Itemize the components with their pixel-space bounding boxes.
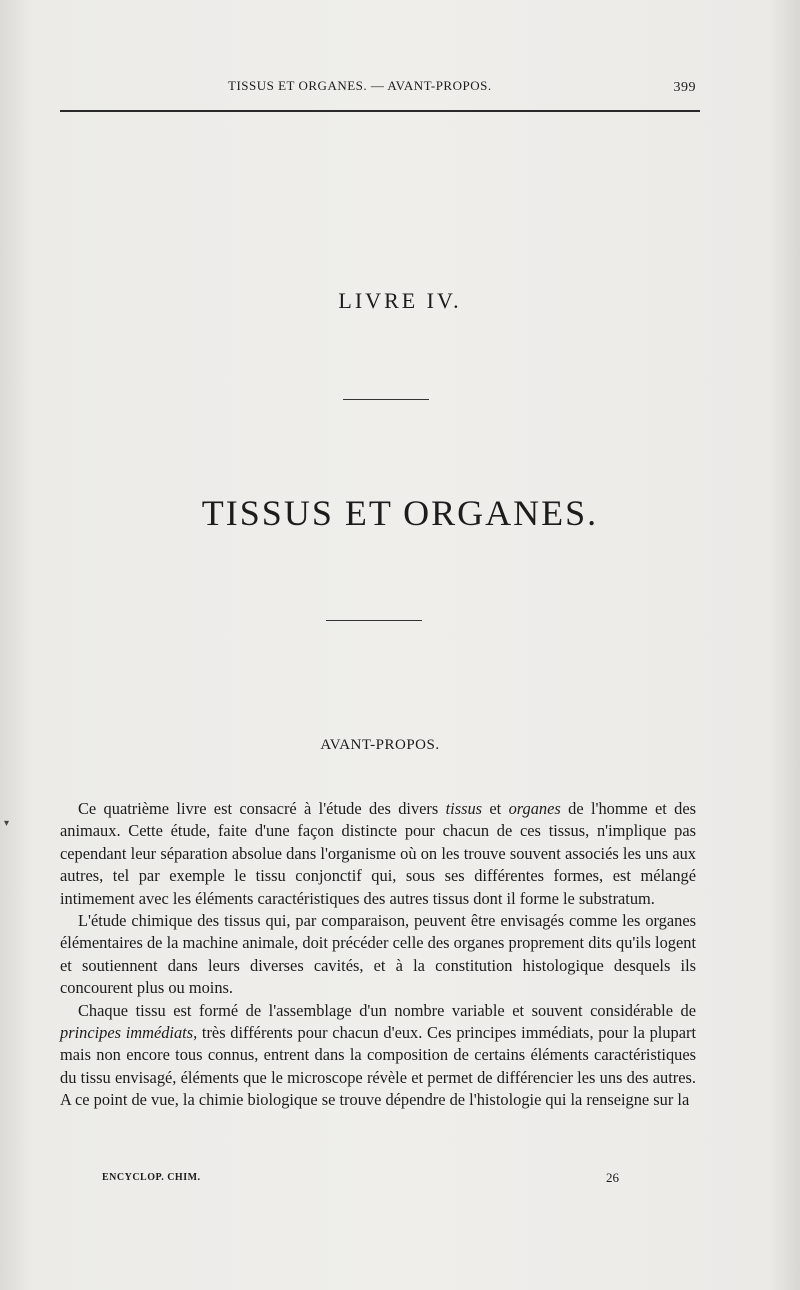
paragraph <box>60 1000 696 1112</box>
section-title: AVANT-PROPOS. <box>320 737 440 753</box>
page-number: 399 <box>673 80 696 95</box>
book-heading: LIVRE IV. <box>338 288 462 313</box>
divider-rule <box>326 620 422 621</box>
paragraph <box>60 798 696 910</box>
text-run: très différents pour chacun d'eux. Ces principes immédiats, pour la plupart mais non encore tous connus, entrent dans la composition de certains éléments caractéristiques du tissu envisagé, éléments que le microscope révèle et permet de différencier les uns des autres. A ce point de vue, la chimie biologique se trouve dépendre de l'histologie qui la renseigne sur la <box>60 1023 696 1110</box>
text-run: de l'homme et des animaux. Cette étude, faite d'une façon distincte pour chacun de ces tissus, n'implique pas cependant leur séparation absolue dans l'organisme où on les trouve souvent associés les uns aux autres, tel par exemple le tissu conjonctif qui, sous ses différentes formes, est mélangé intimement avec les éléments caractéristiques des autres tissus dont il forme le substratum. <box>60 799 696 908</box>
header-rule <box>60 110 700 112</box>
text-run: Ce quatrième livre est consacré à l'étude des divers <box>78 799 446 818</box>
body-text <box>60 798 696 1112</box>
text-run: et <box>482 799 509 818</box>
divider-rule <box>343 399 429 400</box>
footer-signature-number: 26 <box>606 1170 619 1185</box>
main-title: TISSUS ET ORGANES. <box>201 493 599 533</box>
italic-term: organes <box>508 799 561 818</box>
italic-term: tissus <box>445 799 483 818</box>
text-run: Chaque tissu est formé de l'assemblage d'un nombre variable et souvent considérable de <box>78 1000 696 1020</box>
running-head <box>60 78 700 98</box>
italic-term: principes immédiats, <box>60 1023 198 1043</box>
paragraph: L'étude chimique des tissus qui, par comparaison, peuvent être envisagés comme les organes élémentaires de la machine animale, doit précéder celle des organes proprement dits qu'ils logent et soutiennent dans leurs diverses cavités, et à la constitution histologique desquels ils concourent plus ou moins. <box>60 911 696 998</box>
running-title: TISSUS ET ORGANES. — AVANT-PROPOS. <box>228 78 492 93</box>
footer-signature-label: ENCYCLOP. CHIM. <box>102 1172 201 1183</box>
margin-mark: ▾ <box>4 818 10 829</box>
